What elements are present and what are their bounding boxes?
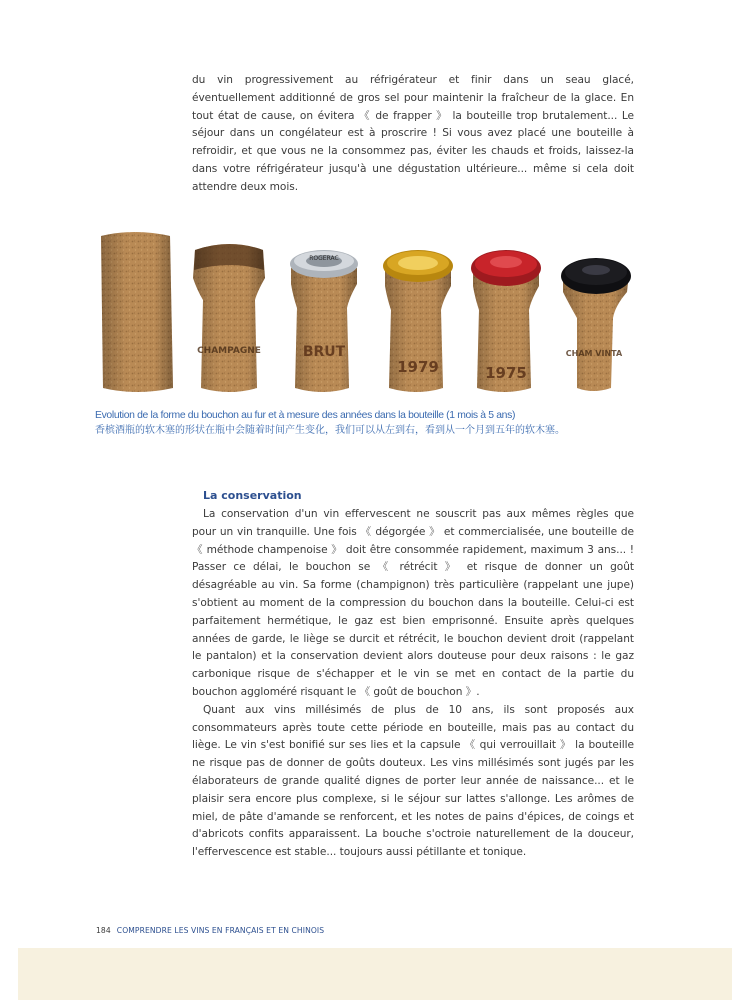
section-heading: La conservation <box>203 489 302 502</box>
cork-5-label: 1975 <box>485 364 527 382</box>
cork-1 <box>101 232 173 392</box>
section-paragraph-1: La conservation d'un vin effervescent ne souscrit pas aux mêmes règles que pour un vin tranquille. Une fois 《 dégorgée 》 et commercialisée, une bouteille de 《 méthode champenoise 》 doit être consommée rapidement, maximum 3 ans... ! Passer ce délai, le bouchon se 《 rétrécit 》 et risque de donner un goût désagréable au vin. Sa forme (champignon) très particulière (rappelant une jupe) s'obtient au moment de la compression du bouchon dans la bouteille. Celui-ci est parfaitement hermétique, le gaz est bien emprisonné. Ensuite après quelques années de garde, le liège se durcit et rétrécit, le bouchon devient droit (rappelant le pantalon) et la conservation devient alors douteuse pour deux raisons : le gaz carbonique risque de s'échapper et le vin se met en contact de la partie du bouchon aggloméré risquant le 《 goût de bouchon 》. <box>192 508 634 698</box>
intro-paragraph: du vin progressivement au réfrigérateur et finir dans un seau glacé, éventuellement additionné de gros sel pour maintenir la fraîcheur de la glace. En tout état de cause, on évitera 《 de frapper 》 la bouteille trop brutalement... Le séjour dans un congélateur est à proscrire ! Si vous avez placé une bouteille à refroidir, et que vous ne la consommez pas, éviter les chauds et froids, laissez-la dans votre réfrigérateur jusqu'à une dégustation ultérieure... même si cela doit attendre deux mois. <box>192 74 634 193</box>
page-number: 184 <box>96 926 111 935</box>
bottom-band <box>18 948 732 1000</box>
figure-caption <box>95 408 655 438</box>
page-footer <box>96 926 324 935</box>
cap-3-text: ROGERAC <box>309 255 339 262</box>
cork-4-label: 1979 <box>397 358 439 376</box>
cork-evolution-figure <box>95 228 640 400</box>
cork-6 <box>561 258 631 391</box>
cork-6-label: CHAM VINTA <box>565 349 623 358</box>
cork-4 <box>383 250 453 392</box>
conservation-section <box>192 488 634 862</box>
cork-5 <box>471 250 541 392</box>
cork-3 <box>290 250 358 392</box>
caption-chinese: 香槟酒瓶的软木塞的形状在瓶中会随着时间产生变化，我们可以从左到右，看到从一个月到五年的软木塞。 <box>95 425 565 436</box>
caption-french: Evolution de la forme du bouchon au fur et à mesure des années dans la bouteille (1 mois à 5 ans) <box>95 410 516 421</box>
cork-3-label: BRUT <box>302 344 346 360</box>
corks-illustration <box>95 228 640 400</box>
cork-2 <box>193 244 265 392</box>
section-paragraph-2: Quant aux vins millésimés de plus de 10 ans, ils sont proposés aux consommateurs après toute cette période en bouteille, mais pas au contact du liège. Le vin s'est bonifié sur ses lies et la capsule 《 qui verrouillait 》 la bouteille ne risque pas de donner de goûts douteux. Les vins millésimés sont jugés par les élaborateurs de grande qualité dignes de porter leur année de naissance... et le plaisir sera encore plus complexe, si le séjour sur lattes s'allonge. Les arômes de miel, de pâte d'amande se renforcent, et les notes de pains d'épices, de coings et d'abricots confits apparaissent. La bouche s'octroie naturellement de la douceur, l'effervescence est stable... toujours aussi pétillante et tonique. <box>192 703 634 859</box>
cork-2-label: CHAMPAGNE <box>197 346 261 356</box>
book-title: COMPRENDRE LES VINS EN FRANÇAIS ET EN CHINOIS <box>116 926 325 935</box>
